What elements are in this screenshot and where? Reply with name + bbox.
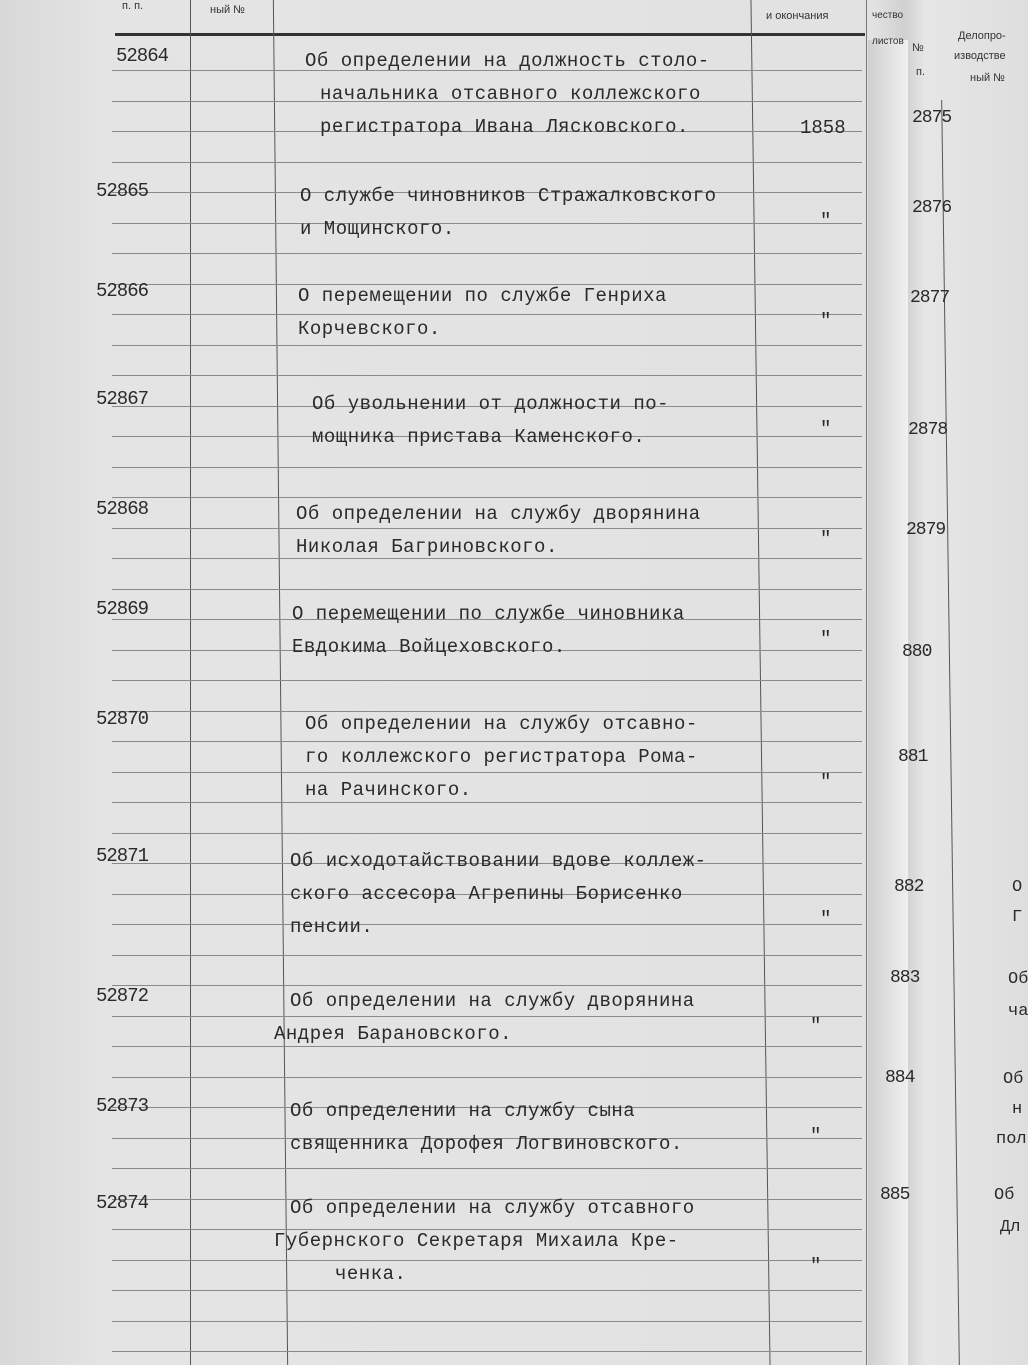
header-rule bbox=[115, 33, 865, 36]
entry-title-line: Николая Багриновского. bbox=[296, 536, 558, 558]
ruled-line bbox=[112, 162, 862, 163]
entry-title-line: Об определении на службу отсавного bbox=[290, 1197, 695, 1219]
entry-number: 52873 bbox=[96, 1095, 149, 1117]
right-page-fragment: Дл bbox=[1000, 1218, 1021, 1237]
ruled-line bbox=[112, 1290, 862, 1291]
entry-title-line: пенсии. bbox=[290, 916, 374, 938]
entry-title-line: Об определении на службу дворянина bbox=[290, 990, 695, 1012]
page-fold-edge bbox=[868, 40, 908, 1365]
right-page-number: 2877 bbox=[910, 288, 950, 308]
entry-title-line: Корчевского. bbox=[298, 318, 441, 340]
right-header-index-a: № bbox=[912, 42, 924, 54]
right-page-fragment: ча bbox=[1008, 1002, 1028, 1021]
entry-number: 52871 bbox=[96, 845, 149, 867]
column-divider bbox=[273, 0, 288, 1365]
entry-number: 52866 bbox=[96, 280, 149, 302]
ruled-line bbox=[112, 1168, 862, 1169]
right-page-number: 883 bbox=[890, 968, 920, 988]
right-page-fragment: О bbox=[1012, 878, 1023, 897]
entry-title-line: ского ассесора Агрепины Борисенко bbox=[290, 883, 683, 905]
ruled-line bbox=[112, 802, 862, 803]
entry-number: 52872 bbox=[96, 985, 149, 1007]
right-page-fragment: Об bbox=[1003, 1070, 1024, 1089]
header-sheets-b: листов bbox=[872, 36, 904, 47]
entry-date: " bbox=[820, 528, 832, 550]
header-dates: и окончания bbox=[766, 10, 829, 22]
right-page-number: 884 bbox=[885, 1068, 915, 1088]
ruled-line bbox=[112, 1321, 862, 1322]
entry-title-line: начальника отсавного коллежского bbox=[320, 83, 701, 105]
ruled-line bbox=[112, 528, 862, 529]
ruled-line bbox=[112, 314, 862, 315]
ruled-line bbox=[112, 924, 862, 925]
right-header-case-c: ный № bbox=[970, 72, 1005, 84]
right-page-number: 2878 bbox=[908, 420, 948, 440]
entry-number: 52868 bbox=[96, 498, 149, 520]
right-page-number: 2879 bbox=[906, 520, 946, 540]
right-page-number: 880 bbox=[902, 642, 932, 662]
entry-title-line: Об определении на службу дворянина bbox=[296, 503, 701, 525]
entry-title-line: го коллежского регистратора Рома- bbox=[305, 746, 698, 768]
right-header-case-a: Делопро- bbox=[958, 30, 1006, 42]
right-page-number: 2876 bbox=[912, 198, 952, 218]
right-header-index-b: п. bbox=[916, 66, 926, 78]
entry-number: 52867 bbox=[96, 388, 149, 410]
entry-date: " bbox=[820, 628, 832, 650]
ruled-line bbox=[112, 1077, 862, 1078]
ruled-line bbox=[112, 1046, 862, 1047]
entry-number: 52864 bbox=[116, 45, 169, 67]
right-page-fragment: Об bbox=[1008, 970, 1028, 989]
entry-title-line: и Мощинского. bbox=[300, 218, 455, 240]
entry-title-line: О службе чиновников Стражалковского bbox=[300, 185, 717, 207]
entry-title-line: Об определении на должность столо- bbox=[305, 50, 710, 72]
entry-title-line: священника Дорофея Логвиновского. bbox=[290, 1133, 683, 1155]
entry-date: " bbox=[810, 1015, 822, 1037]
right-page-number: 881 bbox=[898, 747, 928, 767]
ruled-line bbox=[112, 345, 862, 346]
entry-number: 52874 bbox=[96, 1192, 149, 1214]
entry-date: " bbox=[820, 210, 832, 232]
ruled-line bbox=[112, 497, 862, 498]
ruled-line bbox=[112, 1351, 862, 1352]
header-sheets-a: чество bbox=[872, 10, 904, 21]
ruled-line bbox=[112, 955, 862, 956]
entry-date: " bbox=[810, 1255, 822, 1277]
entry-number: 52869 bbox=[96, 598, 149, 620]
entry-title-line: на Рачинского. bbox=[305, 779, 472, 801]
header-index: п. п. bbox=[122, 0, 144, 12]
entry-title-line: Евдокима Войцеховского. bbox=[292, 636, 566, 658]
right-page-number: 2875 bbox=[912, 108, 952, 128]
right-page-fragment: н bbox=[1012, 1100, 1023, 1119]
entry-number: 52870 bbox=[96, 708, 149, 730]
right-page-number: 885 bbox=[880, 1185, 910, 1205]
column-divider bbox=[190, 0, 191, 1365]
entry-date: " bbox=[810, 1125, 822, 1147]
entry-number: 52865 bbox=[96, 180, 149, 202]
header-number: ный № bbox=[210, 4, 245, 16]
entry-date: " bbox=[820, 418, 832, 440]
entry-date: " bbox=[820, 310, 832, 332]
entry-date: 1858 bbox=[800, 117, 846, 139]
ruled-line bbox=[112, 253, 862, 254]
entry-title-line: О перемещении по службе чиновника bbox=[292, 603, 685, 625]
ruled-line bbox=[112, 985, 862, 986]
right-page-number: 882 bbox=[894, 877, 924, 897]
entry-title-line: Об исходотайствовании вдове коллеж- bbox=[290, 850, 707, 872]
right-header-case-b: изводстве bbox=[954, 50, 1006, 62]
ruled-line bbox=[112, 680, 862, 681]
entry-title-line: Губернского Секретаря Михаила Кре- bbox=[274, 1230, 679, 1252]
ruled-line bbox=[112, 223, 862, 224]
entry-title-line: мощника пристава Каменского. bbox=[312, 426, 646, 448]
entry-date: " bbox=[820, 771, 832, 793]
right-page-fragment: Об bbox=[994, 1186, 1015, 1205]
entry-title-line: Об определении на службу сына bbox=[290, 1100, 636, 1122]
entry-title-line: Об определении на службу отсавно- bbox=[305, 713, 698, 735]
ruled-line bbox=[112, 558, 862, 559]
ruled-line bbox=[112, 741, 862, 742]
entry-title-line: регистратора Ивана Лясковского. bbox=[320, 116, 689, 138]
right-page-fragment: пол bbox=[996, 1130, 1027, 1149]
ruled-line bbox=[112, 711, 862, 712]
entry-title-line: О перемещении по службе Генриха bbox=[298, 285, 667, 307]
entry-date: " bbox=[820, 908, 832, 930]
ruled-line bbox=[112, 375, 862, 376]
ruled-line bbox=[112, 833, 862, 834]
entry-title-line: Об увольнении от должности по- bbox=[312, 393, 670, 415]
ruled-line bbox=[112, 589, 862, 590]
ruled-line bbox=[112, 1016, 862, 1017]
ruled-line bbox=[112, 1260, 862, 1261]
right-page-fragment: Г bbox=[1012, 908, 1023, 927]
entry-title-line: ченка. bbox=[335, 1263, 407, 1285]
column-divider bbox=[866, 0, 867, 1365]
column-divider bbox=[750, 0, 770, 1365]
ruled-line bbox=[112, 772, 862, 773]
ruled-line bbox=[112, 467, 862, 468]
entry-title-line: Андрея Барановского. bbox=[274, 1023, 513, 1045]
